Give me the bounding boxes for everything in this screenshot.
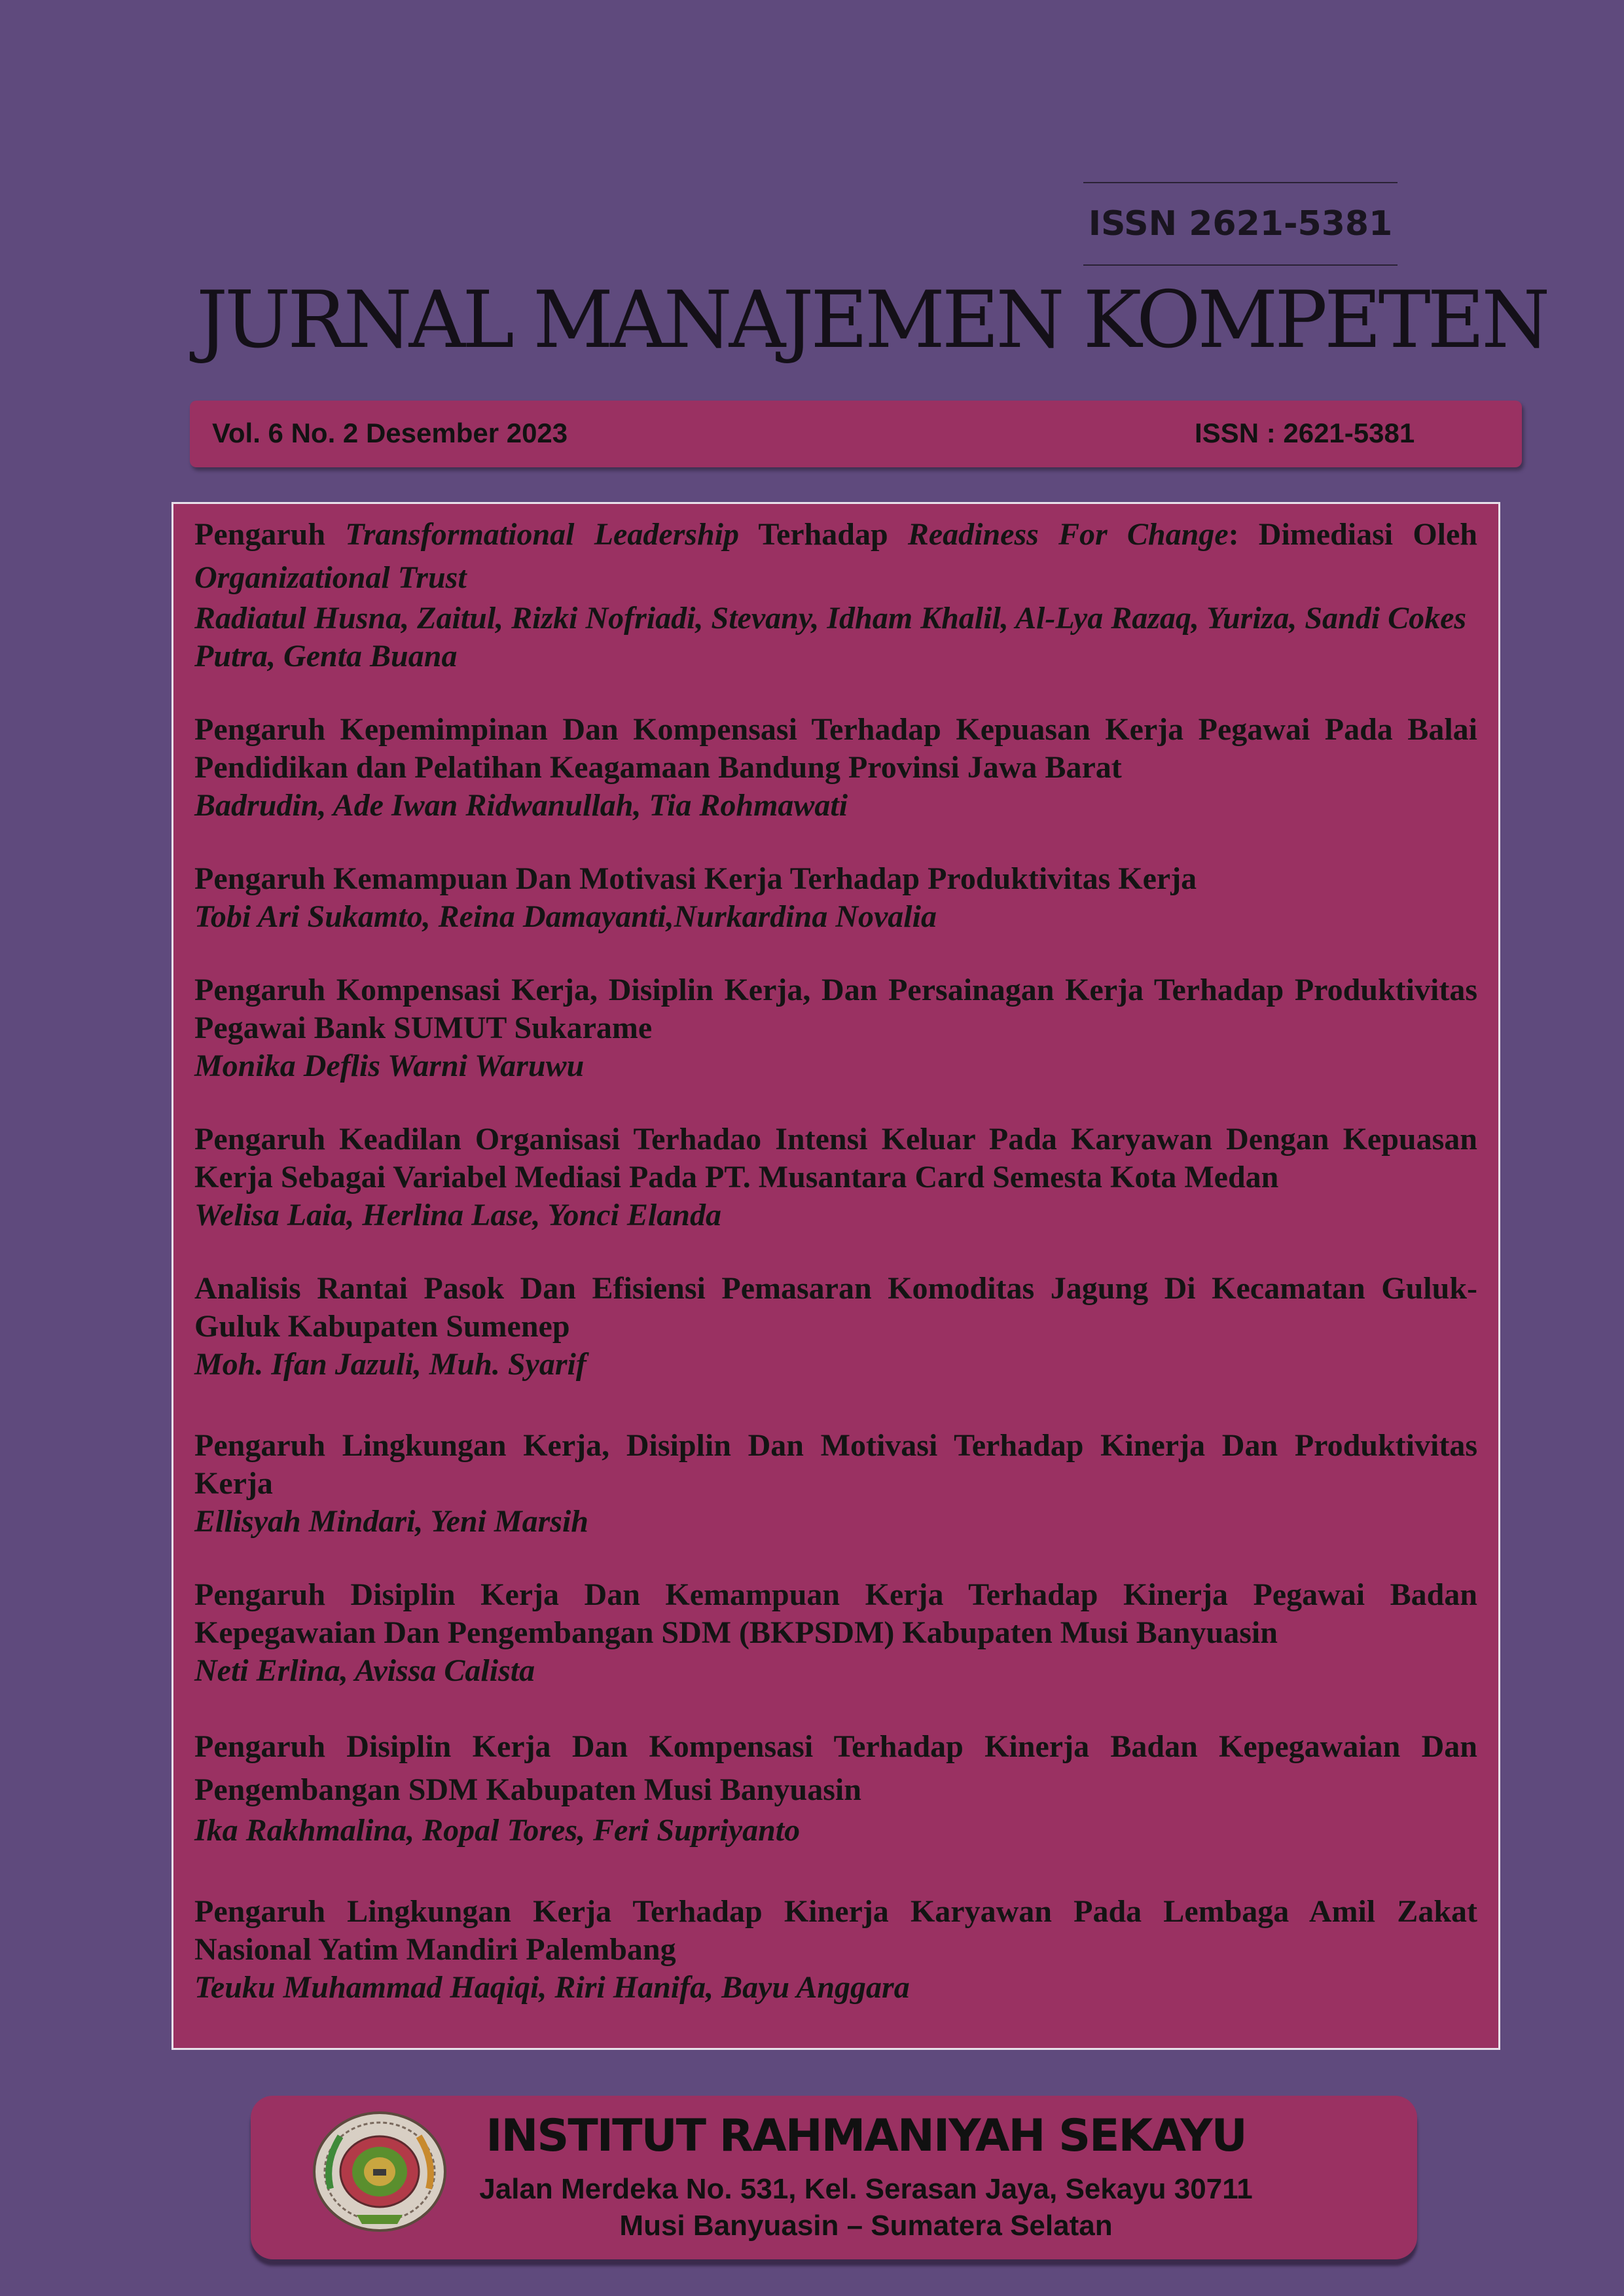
article-title: Pengaruh Keadilan Organisasi Terhadao Intensi Keluar Pada Karyawan Dengan Kepuasan Kerja Sebagai Variabel Mediasi Pada PT. Musantara Card Semesta Kota Medan — [194, 1122, 1477, 1194]
title-part: Readiness For Change — [907, 517, 1229, 552]
article-authors: Badrudin, Ade Iwan Ridwanullah, Tia Rohmawati — [194, 788, 848, 823]
title-part: Pengaruh — [194, 517, 346, 552]
volume-label: Vol. 6 No. 2 Desember 2023 — [212, 418, 568, 448]
article-title: Pengaruh Kemampuan Dan Motivasi Kerja Terhadap Produktivitas Kerja — [194, 861, 1197, 896]
address-line: Musi Banyuasin – Sumatera Selatan — [619, 2210, 1113, 2242]
article-title — [194, 513, 1477, 600]
article-entry — [194, 1893, 1477, 2007]
title-part: Terhadap — [739, 517, 908, 552]
article-authors: Tobi Ari Sukamto, Reina Damayanti,Nurkardina Novalia — [194, 899, 937, 934]
title-part: Organizational Trust — [194, 560, 467, 595]
article-entry — [194, 1270, 1477, 1384]
article-authors: Radiatul Husna, Zaitul, Rizki Nofriadi, Stevany, Idham Khalil, Al-Lya Razaq, Yuriza, Sandi Cokes Putra, Genta Buana — [194, 601, 1467, 673]
article-entry — [194, 1725, 1477, 1850]
article-authors: Ika Rakhmalina, Ropal Tores, Feri Supriyanto — [194, 1813, 801, 1848]
article-title: Pengaruh Disiplin Kerja Dan Kemampuan Kerja Terhadap Kinerja Pegawai Badan Kepegawaian Dan Pengembangan SDM (BKPSDM) Kabupaten Musi Banyuasin — [194, 1577, 1477, 1650]
table-of-contents — [171, 502, 1500, 2050]
article-entry — [194, 711, 1477, 825]
issn-header: ISSN 2621-5381 — [1083, 182, 1398, 266]
article-authors: Welisa Laia, Herlina Lase, Yonci Elanda — [194, 1198, 721, 1232]
article-entry — [194, 860, 1477, 936]
article-entry — [194, 513, 1477, 675]
article-entry — [194, 1427, 1477, 1541]
volume-bar — [190, 401, 1522, 467]
article-entry — [194, 971, 1477, 1085]
title-part: Transformational Leadership — [345, 517, 740, 552]
article-entry — [194, 1576, 1477, 1690]
article-title: Pengaruh Kepemimpinan Dan Kompensasi Terhadap Kepuasan Kerja Pegawai Pada Balai Pendidikan dan Pelatihan Keagamaan Bandung Provinsi Jawa Barat — [194, 712, 1477, 785]
article-authors: Monika Deflis Warni Waruwu — [194, 1049, 585, 1083]
article-authors: Ellisyah Mindari, Yeni Marsih — [194, 1504, 588, 1539]
article-authors: Neti Erlina, Avissa Calista — [194, 1653, 535, 1688]
article-title: Pengaruh Kompensasi Kerja, Disiplin Kerja, Dan Persainagan Kerja Terhadap Produktivitas Pegawai Bank SUMUT Sukarame — [194, 973, 1477, 1045]
title-part: : Dimediasi Oleh — [1228, 517, 1477, 552]
article-title: Pengaruh Lingkungan Kerja, Disiplin Dan Motivasi Terhadap Kinerja Dan Produktivitas Kerja — [194, 1428, 1477, 1501]
article-authors: Teuku Muhammad Haqiqi, Riri Hanifa, Bayu Anggara — [194, 1970, 910, 2005]
article-entry — [194, 1121, 1477, 1234]
article-title: Analisis Rantai Pasok Dan Efisiensi Pemasaran Komoditas Jagung Di Kecamatan Guluk-Guluk Kabupaten Sumenep — [194, 1271, 1477, 1344]
institution-footer — [251, 2096, 1417, 2259]
address-line: Jalan Merdeka No. 531, Kel. Serasan Jaya, Sekayu 30711 — [479, 2173, 1253, 2205]
article-authors: Moh. Ifan Jazuli, Muh. Syarif — [194, 1347, 586, 1382]
journal-title: JURNAL MANAJEMEN KOMPETEN — [196, 275, 1547, 366]
article-title: Pengaruh Disiplin Kerja Dan Kompensasi Terhadap Kinerja Badan Kepegawaian Dan Pengembangan SDM Kabupaten Musi Banyuasin — [194, 1729, 1477, 1807]
issn-label: ISSN : 2621-5381 — [1195, 418, 1415, 448]
article-title: Pengaruh Lingkungan Kerja Terhadap Kinerja Karyawan Pada Lembaga Amil Zakat Nasional Yatim Mandiri Palembang — [194, 1894, 1477, 1967]
institution-name: INSTITUT RAHMANIYAH SEKAYU — [486, 2110, 1246, 2162]
